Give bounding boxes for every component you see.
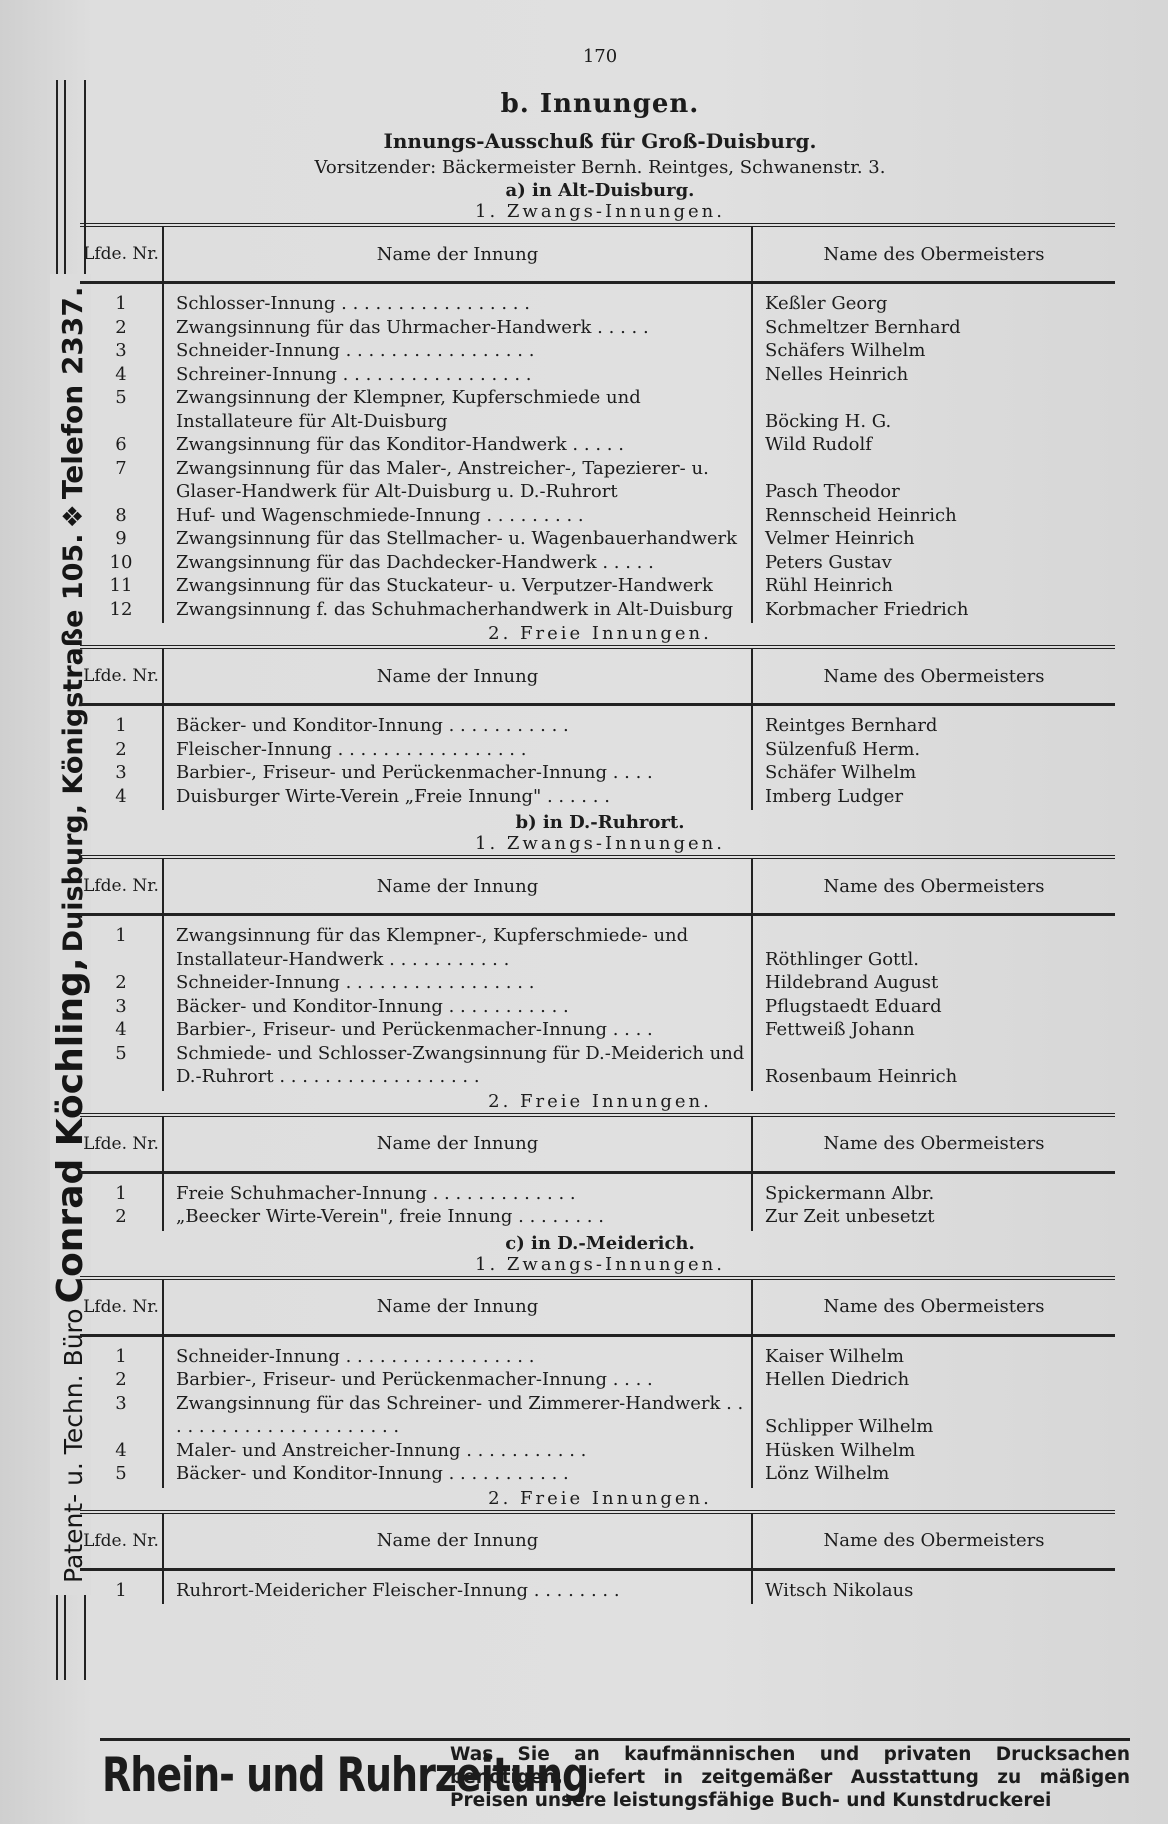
table-row <box>80 738 1115 762</box>
guild-name: Schreiner-Innung . . . . . . . . . . . . . . . . . <box>163 363 752 387</box>
table-row <box>80 761 1115 785</box>
table-row <box>80 504 1115 528</box>
guild-name: Duisburger Wirte-Verein „Freie Innung" . . . . . . <box>163 785 752 811</box>
chairman-line: Vorsitzender: Bäckermeister Bernh. Reintges, Schwanenstr. 3. <box>314 157 886 178</box>
table-header-row <box>80 857 1115 915</box>
column-header-name: Name der Innung <box>163 1512 752 1570</box>
guild-name: Zwangsinnung der Klempner, Kupferschmiede und Installateure für Alt-Duisburg <box>163 386 752 433</box>
row-number: 3 <box>115 995 127 1017</box>
row-number: 12 <box>109 598 133 620</box>
row-number: 4 <box>115 1019 127 1040</box>
table-header-row <box>80 647 1115 705</box>
guild-table <box>80 645 1115 810</box>
guild-name: Maler- und Anstreicher-Innung . . . . . . . . . . . <box>163 1439 752 1463</box>
column-header-master: Name des Obermeisters <box>752 1115 1115 1173</box>
table-row <box>80 339 1115 363</box>
guild-name: Schlosser-Innung . . . . . . . . . . . . . . . . . <box>163 283 752 316</box>
guild-sections <box>80 180 1120 1604</box>
subsection-title: 1. Zwangs-Innungen. <box>475 833 725 854</box>
master-name: Schäfer Wilhelm <box>752 761 1115 785</box>
column-header-nr: Lfde. Nr. <box>80 647 163 705</box>
table-row <box>80 705 1115 738</box>
master-name: Röthlinger Gottl. <box>752 915 1115 972</box>
row-number: 1 <box>115 715 127 736</box>
page-content <box>80 0 1120 1604</box>
banner-company-name: Conrad Köchling, <box>50 957 91 1304</box>
table-row <box>80 551 1115 575</box>
row-number: 3 <box>115 1392 127 1414</box>
guild-name: „Beecker Wirte-Verein", freie Innung . . . . . . . . <box>163 1205 752 1231</box>
row-number: 2 <box>115 972 127 993</box>
table-row <box>80 433 1115 457</box>
row-number: 2 <box>115 1369 127 1390</box>
table-header-row <box>80 1115 1115 1173</box>
row-number: 1 <box>115 293 127 314</box>
guild-name: Freie Schuhmacher-Innung . . . . . . . . . . . . . <box>163 1172 752 1205</box>
table-row <box>80 363 1115 387</box>
row-number: 5 <box>115 1463 127 1484</box>
table-row <box>80 1368 1115 1392</box>
section-title: c) in D.-Meiderich. <box>505 1232 695 1254</box>
table-row <box>80 1462 1115 1488</box>
subsection-title: 2. Freie Innungen. <box>488 1090 712 1112</box>
row-number: 1 <box>115 1182 127 1204</box>
guild-table <box>80 223 1115 623</box>
guild-name: Bäcker- und Konditor-Innung . . . . . . . . . . . <box>163 1462 752 1488</box>
subsection-title: 2. Freie Innungen. <box>488 1487 712 1509</box>
row-number: 9 <box>115 528 127 549</box>
master-name: Schlipper Wilhelm <box>752 1392 1115 1439</box>
row-number: 5 <box>115 387 127 408</box>
table-row <box>80 1392 1115 1439</box>
guild-name: Zwangsinnung für das Stellmacher- u. Wagenbauerhandwerk <box>163 527 752 551</box>
guild-table <box>80 1276 1115 1488</box>
guild-table <box>80 855 1115 1091</box>
row-number: 4 <box>115 363 127 385</box>
table-row <box>80 283 1115 316</box>
guild-table <box>80 1510 1115 1605</box>
table-row <box>80 1335 1115 1368</box>
table-row <box>80 1439 1115 1463</box>
master-name: Rosenbaum Heinrich <box>752 1042 1115 1091</box>
row-number: 10 <box>109 551 133 573</box>
column-header-master: Name des Obermeisters <box>752 647 1115 705</box>
row-number: 4 <box>115 1439 127 1461</box>
row-number: 4 <box>115 785 127 807</box>
table-row <box>80 316 1115 340</box>
master-name: Rennscheid Heinrich <box>752 504 1115 528</box>
master-name: Hellen Diedrich <box>752 1368 1115 1392</box>
column-header-master: Name des Obermeisters <box>752 1512 1115 1570</box>
master-name: Böcking H. G. <box>752 386 1115 433</box>
master-name: Fettweiß Johann <box>752 1018 1115 1042</box>
column-header-name: Name der Innung <box>163 225 752 283</box>
table-row <box>80 457 1115 504</box>
table-row <box>80 995 1115 1019</box>
table-header-row <box>80 1512 1115 1570</box>
column-header-nr: Lfde. Nr. <box>80 1512 163 1570</box>
master-name: Kaiser Wilhelm <box>752 1335 1115 1368</box>
committee-title: Innungs-Ausschuß für Groß-Duisburg. <box>383 129 817 153</box>
master-name: Pflugstaedt Eduard <box>752 995 1115 1019</box>
column-header-master: Name des Obermeisters <box>752 1278 1115 1336</box>
table-row <box>80 1018 1115 1042</box>
master-name: Pasch Theodor <box>752 457 1115 504</box>
table-row <box>80 1205 1115 1231</box>
guild-name: Zwangsinnung f. das Schuhmacherhandwerk in Alt-Duisburg <box>163 598 752 624</box>
master-name: Velmer Heinrich <box>752 527 1115 551</box>
column-header-nr: Lfde. Nr. <box>80 1115 163 1173</box>
subsection-title: 1. Zwangs-Innungen. <box>475 201 725 222</box>
table-row <box>80 785 1115 811</box>
page-title: b. Innungen. <box>500 89 700 119</box>
row-number: 3 <box>115 340 127 361</box>
guild-name: Schneider-Innung . . . . . . . . . . . . . . . . . <box>163 339 752 363</box>
row-number: 1 <box>115 925 127 946</box>
master-name: Schmeltzer Bernhard <box>752 316 1115 340</box>
table-row <box>80 574 1115 598</box>
advertisement-text: Was Sie an kaufmännischen und privaten Drucksachen benötigen, liefert in zeitgemäßer Ausstattung zu mäßigen Preisen unsere leistungsfähige Buch- und Kunstdruckerei <box>450 1744 1130 1811</box>
master-name: Lönz Wilhelm <box>752 1462 1115 1488</box>
master-name: Schäfers Wilhelm <box>752 339 1115 363</box>
master-name: Zur Zeit unbesetzt <box>752 1205 1115 1231</box>
guild-name: Barbier-, Friseur- und Perückenmacher-Innung . . . . <box>163 761 752 785</box>
banner-phone: Telefon 2337. <box>56 286 89 500</box>
table-row <box>80 971 1115 995</box>
column-header-name: Name der Innung <box>163 1278 752 1336</box>
table-row <box>80 1172 1115 1205</box>
row-number: 2 <box>115 316 127 338</box>
guild-name: Zwangsinnung für das Stuckateur- u. Verputzer-Handwerk <box>163 574 752 598</box>
master-name: Witsch Nikolaus <box>752 1569 1115 1604</box>
guild-name: Ruhrort-Meidericher Fleischer-Innung . . . . . . . . <box>163 1569 752 1604</box>
column-header-nr: Lfde. Nr. <box>80 1278 163 1336</box>
master-name: Reintges Bernhard <box>752 705 1115 738</box>
guild-table <box>80 1113 1115 1231</box>
master-name: Peters Gustav <box>752 551 1115 575</box>
column-header-name: Name der Innung <box>163 857 752 915</box>
table-row <box>80 915 1115 972</box>
row-number: 8 <box>115 504 127 526</box>
row-number: 11 <box>109 575 133 596</box>
row-number: 5 <box>115 1042 127 1064</box>
table-header-row <box>80 225 1115 283</box>
guild-name: Zwangsinnung für das Dachdecker-Handwerk . . . . . <box>163 551 752 575</box>
banner-prefix: Patent- u. Techn. Büro <box>59 1308 88 1583</box>
master-name: Spickermann Albr. <box>752 1172 1115 1205</box>
master-name: Korbmacher Friedrich <box>752 598 1115 624</box>
row-number: 2 <box>115 1206 127 1227</box>
section-title: b) in D.-Ruhrort. <box>515 812 685 833</box>
advertisement <box>100 1738 1130 1815</box>
section-title: a) in Alt-Duisburg. <box>505 180 695 201</box>
column-header-nr: Lfde. Nr. <box>80 225 163 283</box>
guild-name: Bäcker- und Konditor-Innung . . . . . . . . . . . <box>163 705 752 738</box>
table-row <box>80 1569 1115 1604</box>
column-header-master: Name des Obermeisters <box>752 857 1115 915</box>
column-header-nr: Lfde. Nr. <box>80 857 163 915</box>
page-number: 170 <box>582 46 618 67</box>
master-name: Nelles Heinrich <box>752 363 1115 387</box>
guild-name: Zwangsinnung für das Uhrmacher-Handwerk . . . . . <box>163 316 752 340</box>
row-number: 7 <box>115 457 127 479</box>
guild-name: Zwangsinnung für das Klempner-, Kupferschmiede- und Installateur-Handwerk . . . . . . . . . . . <box>163 915 752 972</box>
guild-name: Barbier-, Friseur- und Perückenmacher-Innung . . . . <box>163 1368 752 1392</box>
guild-name: Zwangsinnung für das Schreiner- und Zimmerer-Handwerk . . . . . . . . . . . . . . . . . . . . . . <box>163 1392 752 1439</box>
master-name: Hüsken Wilhelm <box>752 1439 1115 1463</box>
guild-name: Huf- und Wagenschmiede-Innung . . . . . . . . . <box>163 504 752 528</box>
column-header-name: Name der Innung <box>163 1115 752 1173</box>
row-number: 1 <box>115 1345 127 1367</box>
table-row <box>80 386 1115 433</box>
banner-address: Duisburg, Königstraße 105. <box>58 533 89 953</box>
guild-name: Fleischer-Innung . . . . . . . . . . . . . . . . . <box>163 738 752 762</box>
column-header-master: Name des Obermeisters <box>752 225 1115 283</box>
subsection-title: 2. Freie Innungen. <box>488 623 712 644</box>
guild-name: Barbier-, Friseur- und Perückenmacher-Innung . . . . <box>163 1018 752 1042</box>
row-number: 1 <box>115 1579 127 1601</box>
table-header-row <box>80 1278 1115 1336</box>
master-name: Hildebrand August <box>752 971 1115 995</box>
guild-name: Schneider-Innung . . . . . . . . . . . . . . . . . <box>163 971 752 995</box>
row-number: 3 <box>115 762 127 783</box>
master-name: Wild Rudolf <box>752 433 1115 457</box>
column-header-name: Name der Innung <box>163 647 752 705</box>
subsection-title: 1. Zwangs-Innungen. <box>475 1253 725 1275</box>
master-name: Keßler Georg <box>752 283 1115 316</box>
table-row <box>80 527 1115 551</box>
newspaper-logo: Rhein- und Ruhrzeitung <box>102 1747 589 1802</box>
row-number: 2 <box>115 738 127 760</box>
guild-name: Zwangsinnung für das Konditor-Handwerk . . . . . <box>163 433 752 457</box>
guild-name: Schmiede- und Schlosser-Zwangsinnung für D.-Meiderich und D.-Ruhrort . . . . . . . . . . . . . . . . . . <box>163 1042 752 1091</box>
banner-separator-icon: ❖ <box>58 504 89 529</box>
master-name: Rühl Heinrich <box>752 574 1115 598</box>
guild-name: Bäcker- und Konditor-Innung . . . . . . . . . . . <box>163 995 752 1019</box>
guild-name: Schneider-Innung . . . . . . . . . . . . . . . . . <box>163 1335 752 1368</box>
master-name: Imberg Ludger <box>752 785 1115 811</box>
table-row <box>80 1042 1115 1091</box>
table-row <box>80 598 1115 624</box>
guild-name: Zwangsinnung für das Maler-, Anstreicher-, Tapezierer- u. Glaser-Handwerk für Alt-Duisburg u. D.-Ruhrort <box>163 457 752 504</box>
row-number: 6 <box>115 434 127 455</box>
master-name: Sülzenfuß Herm. <box>752 738 1115 762</box>
